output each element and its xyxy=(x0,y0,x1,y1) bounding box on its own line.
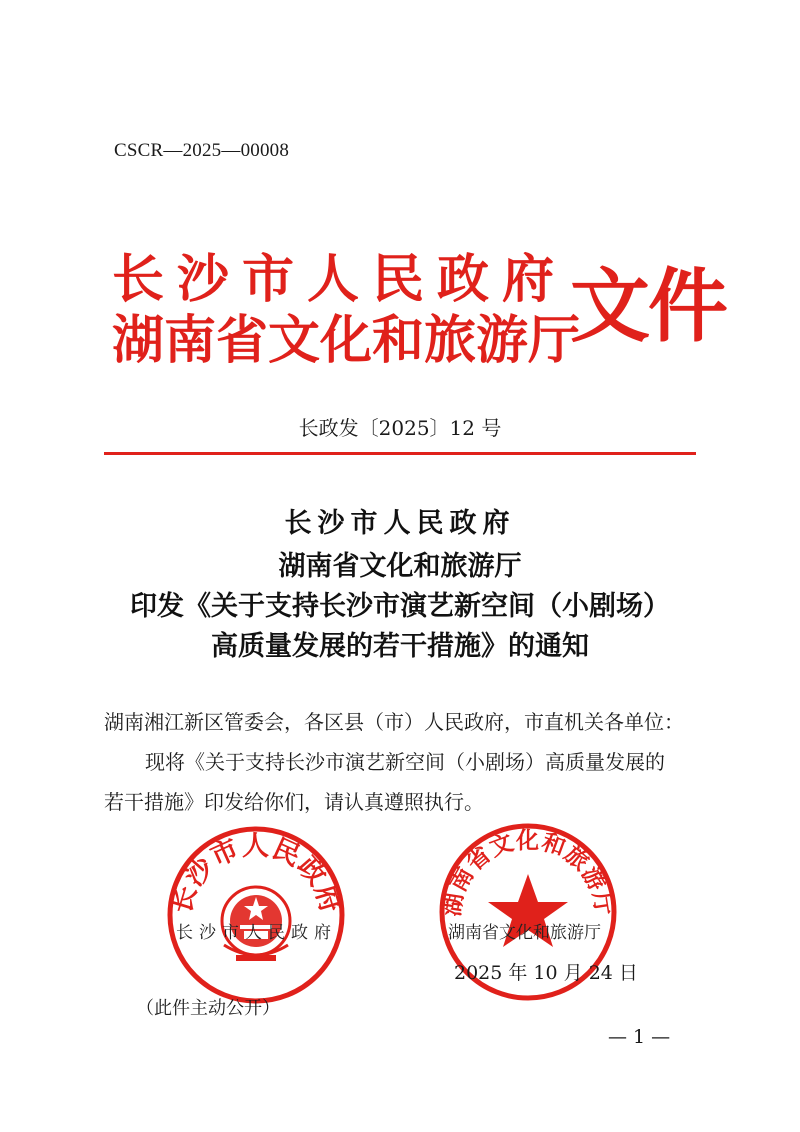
header-issuer-1: 长沙市人民政府 xyxy=(112,249,568,310)
issuer-changsha: 长沙市人民政府 xyxy=(176,923,337,943)
title-line-1: 长沙市人民政府 xyxy=(284,508,516,539)
left-seal-text: 长沙市人民政府 xyxy=(166,830,346,918)
title-line-2: 湖南省文化和旅游厅 xyxy=(278,551,522,582)
body-line-2: 若干措施》印发给你们，请认真遵照执行。 xyxy=(104,790,484,814)
page-number: — 1 — xyxy=(608,1026,671,1048)
header-wenjian: 文件 xyxy=(570,259,726,353)
right-seal-text: 湖南省文化和旅游厅 xyxy=(439,828,617,919)
changsha-government-seal-icon xyxy=(166,825,346,1005)
document-number: 长政发〔2025〕12 号 xyxy=(298,416,502,440)
body-line-1: 现将《关于支持长沙市演艺新空间（小剧场）高质量发展的 xyxy=(145,750,665,774)
document-code: CSCR—2025—00008 xyxy=(114,140,290,161)
public-disclosure-note: （此件主动公开） xyxy=(136,998,280,1019)
title-line-3: 印发《关于支持长沙市演艺新空间（小剧场） xyxy=(130,591,670,622)
title-line-4: 高质量发展的若干措施》的通知 xyxy=(211,631,589,662)
issue-date: 2025 年 10 月 24 日 xyxy=(454,962,638,984)
header-issuer-2: 湖南省文化和旅游厅 xyxy=(112,310,581,371)
addressee: 湖南湘江新区管委会，各区县（市）人民政府，市直机关各单位： xyxy=(104,710,684,734)
red-divider xyxy=(104,452,696,455)
issuer-hunan: 湖南省文化和旅游厅 xyxy=(448,923,601,943)
